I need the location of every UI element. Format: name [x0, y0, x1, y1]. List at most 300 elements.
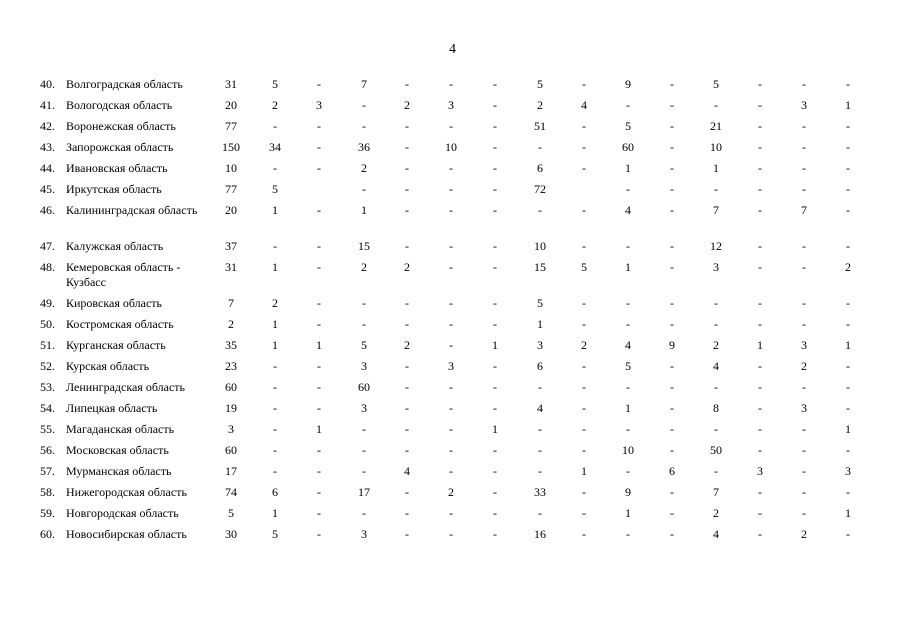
value-cell: - [405, 527, 409, 541]
value-cell: - [449, 380, 453, 394]
table-row [0, 398, 905, 419]
value-cell: 10 [710, 140, 722, 154]
value-cell: - [670, 203, 674, 217]
value-cell: - [626, 527, 630, 541]
value-cell: - [273, 239, 277, 253]
row-number: 51. [40, 338, 55, 352]
value-cell: - [405, 161, 409, 175]
value-cell: - [538, 422, 542, 436]
value-cell: - [582, 203, 586, 217]
value-cell: - [405, 203, 409, 217]
table-row [0, 503, 905, 524]
value-cell: 5 [625, 359, 631, 373]
region-name: Кемеровская область - Кузбасс [66, 260, 181, 289]
value-cell: 1 [492, 422, 498, 436]
region-name: Мурманская область [66, 464, 172, 478]
region-name: Нижегородская область [66, 485, 187, 499]
table-row [0, 461, 905, 482]
value-cell: 5 [581, 260, 587, 274]
total-cell: 17 [225, 464, 237, 478]
value-cell: - [538, 464, 542, 478]
value-cell: - [362, 422, 366, 436]
value-cell: - [758, 380, 762, 394]
total-cell: 10 [225, 161, 237, 175]
value-cell: 2 [713, 506, 719, 520]
value-cell: - [670, 182, 674, 196]
total-cell: 77 [225, 182, 237, 196]
value-cell: - [582, 119, 586, 133]
value-cell: - [846, 296, 850, 310]
value-cell: 12 [710, 239, 722, 253]
value-cell: 6 [272, 485, 278, 499]
value-cell: 2 [404, 98, 410, 112]
value-cell: - [670, 443, 674, 457]
value-cell: 2 [404, 260, 410, 274]
value-cell: - [758, 443, 762, 457]
value-cell: 10 [445, 140, 457, 154]
value-cell: - [317, 239, 321, 253]
value-cell: 4 [713, 359, 719, 373]
table-row [0, 482, 905, 503]
value-cell: - [714, 317, 718, 331]
table-row [0, 293, 905, 314]
total-cell: 60 [225, 443, 237, 457]
row-number: 49. [40, 296, 55, 310]
value-cell: - [493, 506, 497, 520]
value-cell: - [626, 380, 630, 394]
value-cell: - [758, 422, 762, 436]
region-name: Вологодская область [66, 98, 173, 112]
value-cell: 8 [713, 401, 719, 415]
row-number: 55. [40, 422, 55, 436]
value-cell: - [846, 203, 850, 217]
value-cell: - [449, 443, 453, 457]
value-cell: - [317, 161, 321, 175]
value-cell: - [493, 464, 497, 478]
table-row [0, 95, 905, 116]
value-cell: 5 [537, 296, 543, 310]
value-cell: - [405, 359, 409, 373]
value-cell: 4 [404, 464, 410, 478]
value-cell: - [273, 119, 277, 133]
value-cell: - [538, 443, 542, 457]
value-cell: - [405, 119, 409, 133]
row-number: 50. [40, 317, 55, 331]
value-cell: - [670, 527, 674, 541]
value-cell: 1 [713, 161, 719, 175]
value-cell: - [273, 464, 277, 478]
value-cell: - [493, 77, 497, 91]
value-cell: - [670, 317, 674, 331]
value-cell: - [317, 77, 321, 91]
region-name: Запорожская область [66, 140, 174, 154]
value-cell: - [449, 119, 453, 133]
value-cell: 1 [625, 260, 631, 274]
value-cell: - [493, 239, 497, 253]
value-cell: 7 [801, 203, 807, 217]
value-cell: - [317, 485, 321, 499]
value-cell: 36 [358, 140, 370, 154]
value-cell: - [758, 401, 762, 415]
value-cell: - [802, 77, 806, 91]
value-cell: 1 [272, 317, 278, 331]
value-cell: - [670, 401, 674, 415]
region-name: Кировская область [66, 296, 163, 310]
value-cell: - [758, 359, 762, 373]
table-row [0, 236, 905, 257]
value-cell: - [802, 182, 806, 196]
value-cell: - [802, 485, 806, 499]
value-cell: 1 [537, 317, 543, 331]
value-cell: 3 [845, 464, 851, 478]
value-cell: - [802, 464, 806, 478]
total-cell: 37 [225, 239, 237, 253]
value-cell: 2 [272, 98, 278, 112]
value-cell: - [846, 527, 850, 541]
value-cell: - [405, 401, 409, 415]
value-cell: 7 [713, 203, 719, 217]
value-cell: 1 [625, 161, 631, 175]
value-cell: 9 [669, 338, 675, 352]
value-cell: - [493, 380, 497, 394]
value-cell: - [449, 527, 453, 541]
value-cell: - [758, 317, 762, 331]
value-cell: - [846, 317, 850, 331]
region-name: Ивановская область [66, 161, 168, 175]
value-cell: - [802, 296, 806, 310]
value-cell: - [449, 506, 453, 520]
value-cell: 5 [713, 77, 719, 91]
value-cell: - [758, 203, 762, 217]
region-name: Курганская область [66, 338, 166, 352]
value-cell: - [802, 119, 806, 133]
value-cell: - [626, 422, 630, 436]
value-cell: - [538, 506, 542, 520]
total-cell: 3 [228, 422, 234, 436]
value-cell: - [317, 443, 321, 457]
value-cell: - [846, 443, 850, 457]
row-number: 56. [40, 443, 55, 457]
value-cell: - [493, 182, 497, 196]
value-cell: - [802, 506, 806, 520]
region-name: Иркутская область [66, 182, 162, 196]
value-cell: - [582, 443, 586, 457]
value-cell: - [449, 422, 453, 436]
value-cell: - [538, 140, 542, 154]
value-cell: - [802, 317, 806, 331]
value-cell: - [802, 443, 806, 457]
value-cell: - [449, 401, 453, 415]
total-cell: 31 [225, 77, 237, 91]
value-cell: - [802, 239, 806, 253]
value-cell: 9 [625, 77, 631, 91]
table-row [0, 377, 905, 398]
total-cell: 74 [225, 485, 237, 499]
value-cell: 6 [537, 161, 543, 175]
value-cell: - [582, 317, 586, 331]
value-cell: 10 [622, 443, 634, 457]
value-cell: - [317, 203, 321, 217]
value-cell: - [758, 98, 762, 112]
value-cell: 1 [272, 260, 278, 274]
value-cell: - [714, 380, 718, 394]
table-row [0, 257, 905, 293]
value-cell: 2 [361, 161, 367, 175]
value-cell: - [493, 119, 497, 133]
value-cell: 34 [269, 140, 281, 154]
value-cell: - [582, 140, 586, 154]
region-name: Ленинградская область [66, 380, 185, 394]
value-cell: 3 [537, 338, 543, 352]
value-cell: 1 [845, 422, 851, 436]
value-cell: 3 [361, 527, 367, 541]
region-name: Магаданская область [66, 422, 175, 436]
value-cell: - [670, 239, 674, 253]
row-number: 47. [40, 239, 55, 253]
value-cell: - [670, 485, 674, 499]
value-cell: - [405, 296, 409, 310]
value-cell: 1 [272, 506, 278, 520]
value-cell: - [449, 182, 453, 196]
value-cell: - [714, 422, 718, 436]
total-cell: 2 [228, 317, 234, 331]
value-cell: - [493, 260, 497, 274]
value-cell: 9 [625, 485, 631, 499]
value-cell: 5 [625, 119, 631, 133]
value-cell: - [273, 359, 277, 373]
row-number: 52. [40, 359, 55, 373]
value-cell: - [582, 239, 586, 253]
value-cell: - [846, 119, 850, 133]
value-cell: - [449, 296, 453, 310]
value-cell: - [802, 422, 806, 436]
value-cell: 4 [581, 98, 587, 112]
value-cell: - [493, 296, 497, 310]
value-cell: - [758, 239, 762, 253]
value-cell: - [493, 527, 497, 541]
value-cell: - [538, 203, 542, 217]
value-cell: - [317, 296, 321, 310]
value-cell: 3 [448, 98, 454, 112]
value-cell: - [582, 380, 586, 394]
value-cell: 51 [534, 119, 546, 133]
value-cell: 2 [448, 485, 454, 499]
value-cell: 3 [448, 359, 454, 373]
value-cell: - [846, 77, 850, 91]
value-cell: - [670, 422, 674, 436]
value-cell: - [626, 239, 630, 253]
value-cell: 17 [358, 485, 370, 499]
row-number: 45. [40, 182, 55, 196]
value-cell: - [758, 119, 762, 133]
total-cell: 23 [225, 359, 237, 373]
value-cell: - [582, 422, 586, 436]
value-cell: 21 [710, 119, 722, 133]
value-cell: - [714, 182, 718, 196]
region-name: Волгоградская область [66, 77, 183, 91]
total-cell: 19 [225, 401, 237, 415]
region-name: Курская область [66, 359, 150, 373]
value-cell: - [449, 239, 453, 253]
region-name: Новгородская область [66, 506, 179, 520]
table-row [0, 335, 905, 356]
total-cell: 77 [225, 119, 237, 133]
value-cell: - [846, 485, 850, 499]
table-row [0, 116, 905, 137]
value-cell: - [670, 98, 674, 112]
value-cell: - [405, 77, 409, 91]
value-cell: 15 [534, 260, 546, 274]
value-cell: - [405, 485, 409, 499]
value-cell: - [670, 296, 674, 310]
value-cell: 2 [404, 338, 410, 352]
value-cell: - [317, 527, 321, 541]
row-number: 41. [40, 98, 55, 112]
region-name: Костромская область [66, 317, 174, 331]
value-cell: - [758, 527, 762, 541]
value-cell: - [846, 182, 850, 196]
value-cell: - [493, 317, 497, 331]
row-number: 48. [40, 260, 55, 274]
value-cell: - [846, 161, 850, 175]
value-cell: - [405, 380, 409, 394]
value-cell: - [273, 161, 277, 175]
value-cell: - [493, 161, 497, 175]
value-cell: - [582, 506, 586, 520]
value-cell: 1 [316, 338, 322, 352]
value-cell: - [449, 338, 453, 352]
value-cell: - [758, 161, 762, 175]
value-cell: - [405, 140, 409, 154]
value-cell: - [758, 182, 762, 196]
value-cell: - [405, 506, 409, 520]
value-cell: 5 [537, 77, 543, 91]
value-cell: 1 [361, 203, 367, 217]
value-cell: - [802, 260, 806, 274]
value-cell: 6 [537, 359, 543, 373]
value-cell: - [449, 464, 453, 478]
value-cell: - [626, 464, 630, 478]
value-cell: - [670, 77, 674, 91]
value-cell: - [670, 380, 674, 394]
row-number: 59. [40, 506, 55, 520]
value-cell: - [802, 140, 806, 154]
value-cell: 1 [845, 338, 851, 352]
table-row [0, 314, 905, 335]
value-cell: - [405, 239, 409, 253]
value-cell: - [493, 203, 497, 217]
total-cell: 60 [225, 380, 237, 394]
table-row [0, 179, 905, 200]
value-cell: - [758, 77, 762, 91]
value-cell: 1 [845, 506, 851, 520]
table-row [0, 200, 905, 236]
total-cell: 20 [225, 98, 237, 112]
value-cell: - [493, 98, 497, 112]
value-cell: 4 [625, 203, 631, 217]
value-cell: - [582, 359, 586, 373]
value-cell: - [317, 317, 321, 331]
value-cell: - [449, 161, 453, 175]
value-cell: 16 [534, 527, 546, 541]
value-cell: 5 [272, 77, 278, 91]
value-cell: - [449, 77, 453, 91]
value-cell: - [582, 296, 586, 310]
value-cell: 3 [801, 98, 807, 112]
table-row [0, 74, 905, 95]
value-cell: - [362, 182, 366, 196]
value-cell: - [317, 260, 321, 274]
value-cell: - [493, 359, 497, 373]
region-name: Московская область [66, 443, 169, 457]
value-cell: 3 [801, 401, 807, 415]
value-cell: - [670, 260, 674, 274]
value-cell: - [405, 317, 409, 331]
value-cell: - [317, 464, 321, 478]
value-cell: 72 [534, 182, 546, 196]
row-number: 44. [40, 161, 55, 175]
value-cell: - [317, 401, 321, 415]
value-cell: 5 [272, 527, 278, 541]
row-number: 57. [40, 464, 55, 478]
value-cell: - [493, 485, 497, 499]
value-cell: - [626, 296, 630, 310]
row-number: 43. [40, 140, 55, 154]
value-cell: - [493, 140, 497, 154]
region-name: Липецкая область [66, 401, 158, 415]
value-cell: - [317, 380, 321, 394]
region-name: Новосибирская область [66, 527, 187, 541]
value-cell: 1 [492, 338, 498, 352]
value-cell: - [317, 506, 321, 520]
value-cell: 6 [669, 464, 675, 478]
value-cell: - [758, 140, 762, 154]
region-name: Калужская область [66, 239, 164, 253]
table-row [0, 440, 905, 461]
table-row [0, 356, 905, 377]
value-cell: 2 [801, 359, 807, 373]
table-row [0, 524, 905, 545]
row-number: 42. [40, 119, 55, 133]
value-cell: - [273, 443, 277, 457]
value-cell: - [405, 422, 409, 436]
row-number: 46. [40, 203, 55, 217]
total-cell: 30 [225, 527, 237, 541]
table-row [0, 419, 905, 440]
value-cell: 2 [581, 338, 587, 352]
value-cell: - [802, 380, 806, 394]
value-cell: - [362, 317, 366, 331]
value-cell: - [846, 140, 850, 154]
value-cell: - [582, 527, 586, 541]
value-cell: - [362, 119, 366, 133]
value-cell: - [582, 485, 586, 499]
total-cell: 20 [225, 203, 237, 217]
value-cell: - [362, 98, 366, 112]
value-cell: 10 [534, 239, 546, 253]
value-cell: - [670, 359, 674, 373]
value-cell: 3 [757, 464, 763, 478]
value-cell: 1 [625, 401, 631, 415]
value-cell: 7 [713, 485, 719, 499]
value-cell: 1 [625, 506, 631, 520]
value-cell: 4 [713, 527, 719, 541]
total-cell: 150 [222, 140, 240, 154]
value-cell: 3 [361, 401, 367, 415]
value-cell: 3 [801, 338, 807, 352]
value-cell: 2 [801, 527, 807, 541]
value-cell: - [846, 401, 850, 415]
